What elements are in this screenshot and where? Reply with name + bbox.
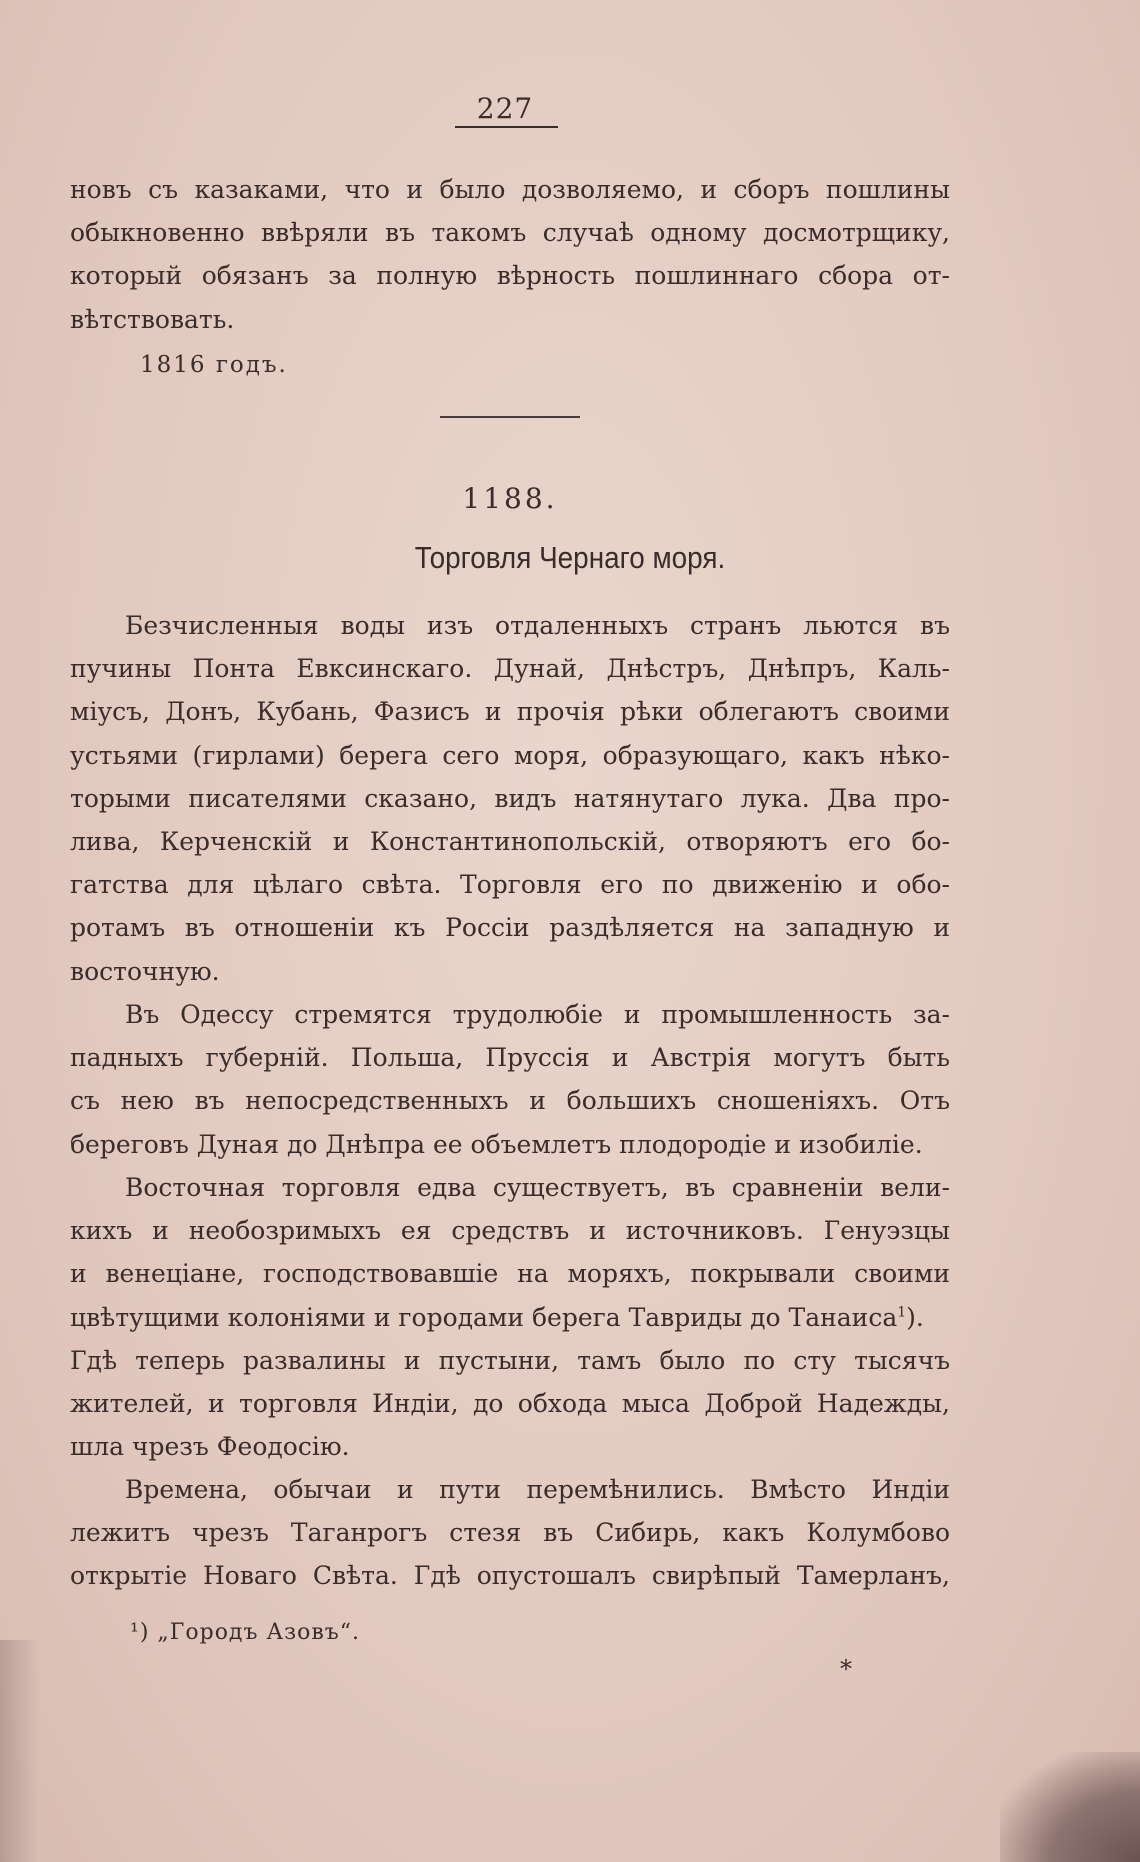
text-line: съ нею въ непосредственныхъ и большихъ сношеніяхъ. Отъ bbox=[70, 1086, 950, 1116]
text-line: гатства для цѣлаго свѣта. Торговля его по движенію и обо- bbox=[70, 870, 950, 900]
text-line: лива, Керченскій и Константинопольскій, отворяютъ его бо- bbox=[70, 827, 950, 857]
text-line-content: цвѣтущими колоніями и городами берега Тавриды до Танаиса bbox=[70, 1302, 898, 1332]
text-line: устьями (гирлами) берега сего моря, образующаго, какъ нѣко- bbox=[70, 740, 950, 770]
text-line: міусъ, Донъ, Кубань, Фазисъ и прочія рѣки облегаютъ своими bbox=[70, 697, 950, 727]
text-line: шла чрезъ Феодосію. bbox=[70, 1432, 350, 1462]
paragraph-4 bbox=[70, 1468, 950, 1598]
text-line: вѣтствовать. bbox=[70, 304, 235, 334]
text-line: Восточная торговля едва существуетъ, въ сравненіи вели- bbox=[125, 1173, 950, 1202]
paragraph-3 bbox=[70, 1166, 950, 1468]
text-line: кихъ и необозримыхъ ея средствъ и источниковъ. Генуэзцы bbox=[70, 1216, 950, 1246]
text-line: открытіе Новаго Свѣта. Гдѣ опустошалъ свирѣпый Тамерланъ, bbox=[70, 1561, 950, 1591]
text-line: Безчисленныя воды изъ отдаленныхъ странъ льются въ bbox=[125, 611, 950, 640]
footnote-marker-suffix: ). bbox=[906, 1302, 924, 1332]
page-number-underline bbox=[455, 126, 558, 128]
paragraph-1 bbox=[70, 604, 950, 993]
text-line: новъ съ казаками, что и было дозволяемо, и сборъ пошлины bbox=[70, 175, 950, 204]
page-edge-shadow bbox=[0, 1640, 40, 1862]
continuation-paragraph bbox=[70, 168, 950, 341]
page-corner-shadow bbox=[1000, 1752, 1140, 1862]
section-title: Торговля Чернаго моря. bbox=[414, 540, 726, 575]
text-line: который обязанъ за полную вѣрность пошлиннаго сбора от- bbox=[70, 261, 950, 291]
section-number: 1188. bbox=[462, 482, 558, 515]
text-line: жителей, и торговля Индіи, до обхода мыса Доброй Надежды, bbox=[70, 1389, 950, 1419]
text-line: обыкновенно ввѣряли въ такомъ случаѣ одному досмотрщику, bbox=[70, 218, 950, 248]
text-line: восточную. bbox=[70, 956, 220, 986]
signature-mark: * bbox=[840, 1655, 852, 1683]
year-note: 1816 годъ. bbox=[140, 352, 288, 378]
footnote-marker: 1 bbox=[897, 1304, 907, 1321]
text-line: лежитъ чрезъ Таганрогъ стезя въ Сибирь, какъ Колумбово bbox=[70, 1518, 950, 1548]
text-line: падныхъ губерній. Польша, Пруссія и Австрія могутъ быть bbox=[70, 1043, 950, 1073]
footnote: ¹) „Городъ Азовъ“. bbox=[130, 1620, 360, 1645]
text-line: пучины Понта Евксинскаго. Дунай, Днѣстръ, Днѣпръ, Каль- bbox=[70, 654, 950, 684]
paragraph-2 bbox=[70, 993, 950, 1166]
text-line: торыми писателями сказано, видъ натянутаго лука. Два про- bbox=[70, 783, 950, 813]
text-line: Въ Одессу стремятся трудолюбіе и промышленность за- bbox=[125, 1000, 950, 1029]
text-line: Времена, обычаи и пути перемѣнились. Вмѣсто Индіи bbox=[125, 1475, 950, 1504]
text-line: Гдѣ теперь развалины и пустыни, тамъ было по сту тысячъ bbox=[70, 1345, 950, 1375]
text-line: и венеціане, господствовавшіе на моряхъ, покрывали своими bbox=[70, 1259, 950, 1289]
text-line: ротамъ въ отношеніи къ Россіи раздѣляется на западную и bbox=[70, 913, 950, 943]
page-number: 227 bbox=[476, 92, 534, 125]
text-line: береговъ Дуная до Днѣпра ее объемлетъ плодородіе и изобиліе. bbox=[70, 1129, 923, 1159]
text-line bbox=[70, 1296, 950, 1339]
section-divider bbox=[440, 416, 580, 418]
